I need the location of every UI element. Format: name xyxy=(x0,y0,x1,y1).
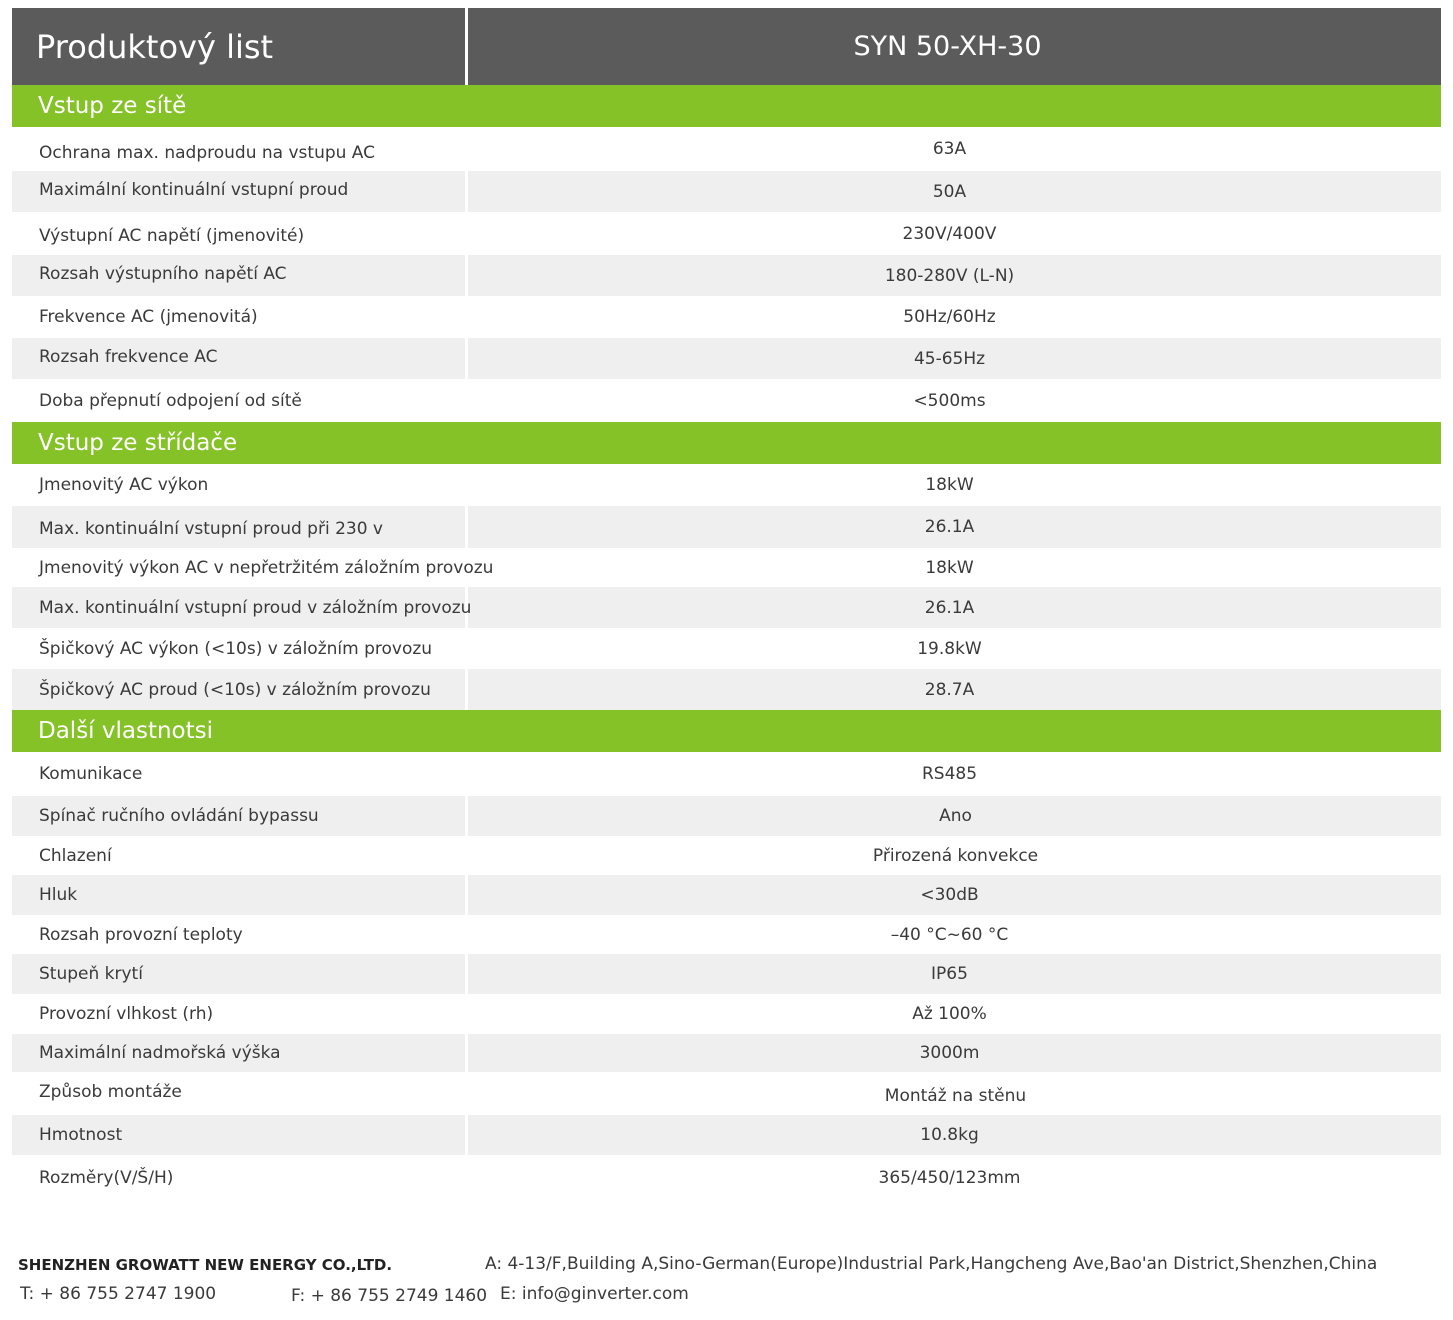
sheet-header xyxy=(12,8,1441,85)
spec-row xyxy=(12,1072,1441,1115)
spec-value: 10.8kg xyxy=(920,1125,979,1145)
footer xyxy=(18,1250,1438,1310)
spec-label: Spínač ručního ovládání bypassu xyxy=(12,796,468,836)
spec-label: Špičkový AC výkon (<10s) v záložním provozu xyxy=(12,628,468,669)
spec-value: 365/450/123mm xyxy=(878,1167,1021,1188)
spec-value: 230V/400V xyxy=(902,223,997,244)
spec-label: Způsob montáže xyxy=(12,1072,468,1115)
email-address: E: info@ginverter.com xyxy=(500,1284,689,1304)
sheet-title: Produktový list xyxy=(12,8,468,85)
spec-row xyxy=(12,506,1441,548)
spec-label: Hmotnost xyxy=(12,1115,468,1155)
spec-label: Rozsah frekvence AC xyxy=(12,338,468,379)
spec-value: 3000m xyxy=(919,1043,980,1063)
spec-label: Max. kontinuální vstupní proud v záložním provozu xyxy=(12,587,468,628)
spec-label: Rozměry(V/Š/H) xyxy=(12,1155,468,1200)
spec-row xyxy=(12,379,1441,422)
company-address: A: 4-13/F,Building A,Sino-German(Europe)Industrial Park,Hangcheng Ave,Bao'an District,Shenzhen,China xyxy=(485,1254,1378,1274)
model-name: SYN 50-XH-30 xyxy=(853,31,1042,62)
spec-row xyxy=(12,954,1441,994)
spec-label: Doba přepnutí odpojení od sítě xyxy=(12,379,468,422)
spec-row xyxy=(12,127,1441,171)
spec-label: Rozsah výstupního napětí AC xyxy=(12,255,468,296)
spec-value: 26.1A xyxy=(924,517,975,537)
spec-row xyxy=(12,796,1441,836)
spec-value: Přirozená konvekce xyxy=(872,845,1039,866)
spec-label: Jmenovitý výkon AC v nepřetržitém záložním provozu xyxy=(12,548,468,587)
spec-value: 50A xyxy=(932,181,967,202)
spec-label: Rozsah provozní teploty xyxy=(12,915,468,954)
spec-value: 18kW xyxy=(925,557,974,578)
spec-value: 19.8kW xyxy=(917,638,982,659)
spec-row xyxy=(12,171,1441,212)
spec-value: <500ms xyxy=(913,390,986,411)
spec-value: Ano xyxy=(939,806,972,826)
spec-label: Stupeň krytí xyxy=(12,954,468,994)
spec-label: Ochrana max. nadproudu na vstupu AC xyxy=(12,127,468,171)
spec-value: IP65 xyxy=(931,964,968,984)
spec-row xyxy=(12,255,1441,296)
spec-row xyxy=(12,836,1441,875)
spec-row xyxy=(12,1155,1441,1200)
phone-number: T: + 86 755 2747 1900 xyxy=(20,1284,217,1304)
spec-sheet xyxy=(12,8,1441,1200)
spec-value: 28.7A xyxy=(924,679,975,700)
spec-value: RS485 xyxy=(921,764,978,784)
spec-row xyxy=(12,296,1441,338)
spec-row xyxy=(12,752,1441,796)
spec-label: Maximální nadmořská výška xyxy=(12,1034,468,1072)
spec-value: 50Hz/60Hz xyxy=(903,307,996,327)
spec-label: Špičkový AC proud (<10s) v záložním provozu xyxy=(12,669,468,710)
spec-row xyxy=(12,548,1441,587)
spec-value: 26.1A xyxy=(924,597,975,618)
spec-label: Hluk xyxy=(12,875,468,915)
spec-row xyxy=(12,669,1441,710)
spec-row xyxy=(12,1115,1441,1155)
spec-value: –40 °C~60 °C xyxy=(890,924,1009,945)
spec-label: Chlazení xyxy=(12,836,468,875)
spec-row xyxy=(12,338,1441,379)
spec-row xyxy=(12,587,1441,628)
section-header-inverter-input: Vstup ze střídače xyxy=(12,422,1441,464)
company-name: SHENZHEN GROWATT NEW ENERGY CO.,LTD. xyxy=(18,1256,393,1274)
spec-label: Frekvence AC (jmenovitá) xyxy=(12,296,468,338)
fax-number: F: + 86 755 2749 1460 xyxy=(291,1286,488,1306)
spec-value: <30dB xyxy=(920,885,979,905)
spec-row xyxy=(12,994,1441,1034)
spec-label: Výstupní AC napětí (jmenovité) xyxy=(12,212,468,255)
spec-value: 18kW xyxy=(925,475,974,495)
spec-value: 180-280V (L-N) xyxy=(884,265,1015,286)
spec-row xyxy=(12,915,1441,954)
spec-value: Montáž na stěnu xyxy=(884,1085,1027,1106)
spec-row xyxy=(12,628,1441,669)
spec-label: Komunikace xyxy=(12,752,468,796)
spec-row xyxy=(12,464,1441,506)
spec-row xyxy=(12,875,1441,915)
spec-label: Max. kontinuální vstupní proud při 230 v xyxy=(12,506,468,548)
spec-label: Provozní vlhkost (rh) xyxy=(12,994,468,1034)
spec-value: 45-65Hz xyxy=(913,348,986,369)
spec-value: 63A xyxy=(932,139,967,159)
spec-row xyxy=(12,212,1441,255)
spec-value: Až 100% xyxy=(912,1004,987,1024)
spec-row xyxy=(12,1034,1441,1072)
spec-label: Maximální kontinuální vstupní proud xyxy=(12,171,468,212)
spec-label: Jmenovitý AC výkon xyxy=(12,464,468,506)
section-header-other-features: Další vlastnotsi xyxy=(12,710,1441,752)
section-header-grid-input: Vstup ze sítě xyxy=(12,85,1441,127)
